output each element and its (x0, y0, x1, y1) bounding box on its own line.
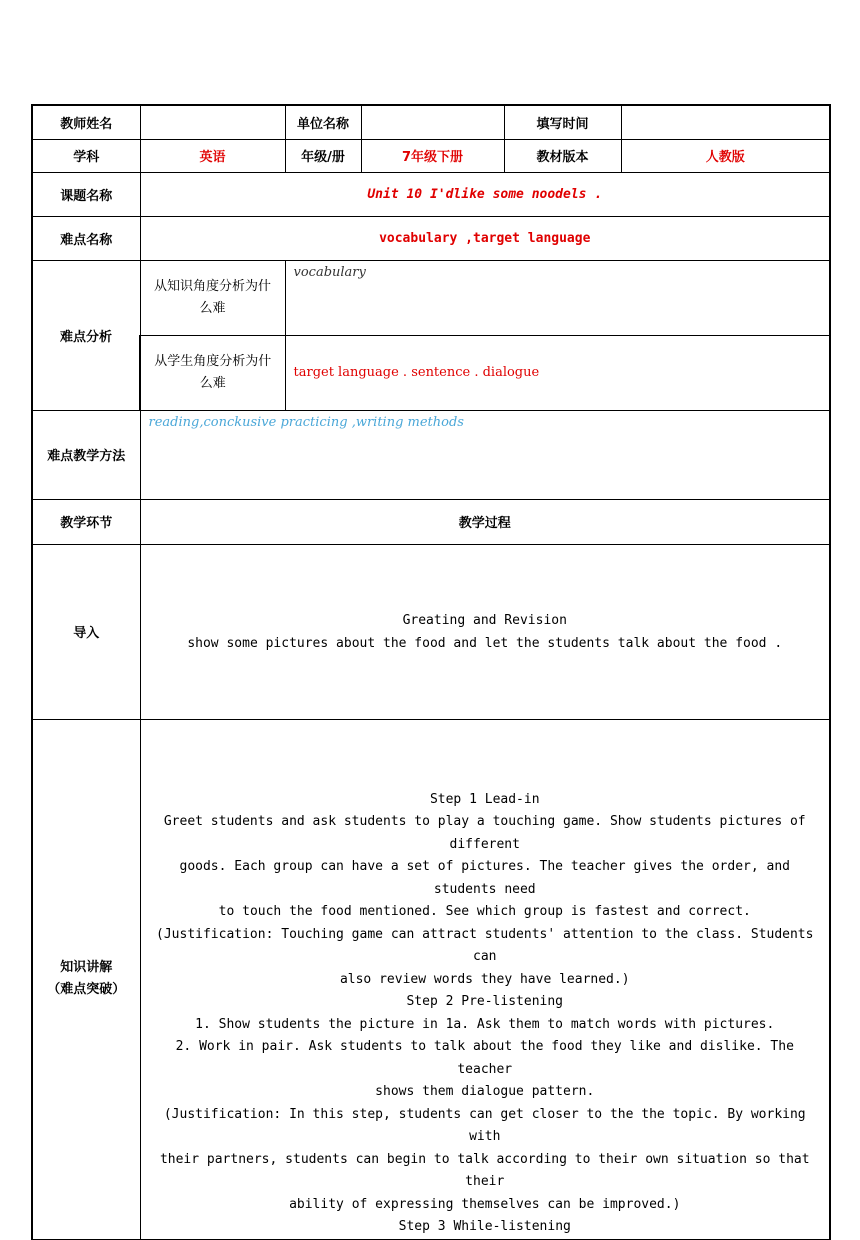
knowledge-angle-value[interactable]: vocabulary (285, 260, 830, 335)
analysis-row-knowledge (32, 260, 830, 335)
lecture-label-line2: （难点突破） (47, 982, 126, 997)
intro-row (32, 544, 830, 719)
subject-label: 学科 (32, 139, 140, 172)
lecture-line: 1. Show students the picture in 1a. Ask them to match words with pictures. (195, 1016, 775, 1032)
intro-title: Greating and Revision (402, 612, 567, 628)
topic-row (32, 172, 830, 216)
intro-text: show some pictures about the food and let the students talk about the food . (187, 635, 783, 651)
lecture-line: goods. Each group can have a set of pictures. The teacher gives the order, and students need (179, 859, 790, 897)
info-row-1 (32, 105, 830, 139)
grade-label: 年级/册 (285, 139, 361, 172)
teacher-name-value[interactable] (140, 105, 285, 139)
method-label: 难点教学方法 (32, 410, 140, 499)
process-header-label: 教学过程 (140, 499, 830, 544)
difficulty-label: 难点名称 (32, 216, 140, 260)
lecture-line: Step 1 Lead-in (429, 791, 540, 807)
process-header-row (32, 499, 830, 544)
lecture-line: their partners, students can begin to talk according to their own situation so that their (159, 1151, 810, 1189)
lecture-content[interactable] (140, 719, 830, 1239)
intro-label: 导入 (32, 544, 140, 719)
edition-value[interactable]: 人教版 (621, 139, 830, 172)
unit-name-value[interactable] (361, 105, 504, 139)
lecture-line: also review words they have learned.) (339, 971, 630, 987)
difficulty-row (32, 216, 830, 260)
topic-label: 课题名称 (32, 172, 140, 216)
lecture-line: Step 2 Pre-listening (406, 994, 564, 1009)
grade-value[interactable]: 7年级下册 (361, 139, 504, 172)
info-row-2 (32, 139, 830, 172)
unit-name-label: 单位名称 (285, 105, 361, 139)
lecture-line: ability of expressing themselves can be improved.) (289, 1196, 681, 1212)
student-angle-label: 从学生角度分析为什么难 (140, 335, 285, 410)
lecture-line: 2. Work in pair. Ask students to talk about the food they like and dislike. The teacher (175, 1039, 794, 1077)
fill-date-label: 填写时间 (504, 105, 621, 139)
student-angle-value[interactable]: target language . sentence . dialogue (285, 335, 830, 410)
lecture-line: (Justification: In this step, students can get closer to the the topic. By working with (163, 1106, 806, 1144)
difficulty-value[interactable]: vocabulary ,target language (140, 216, 830, 260)
lesson-plan-table (31, 104, 831, 1240)
fill-date-value[interactable] (621, 105, 830, 139)
lecture-label-line1: 知识讲解 (60, 960, 113, 975)
method-value[interactable]: reading,conckusive practicing ,writing methods (140, 410, 830, 499)
lecture-line: to touch the food mentioned. See which group is fastest and correct. (218, 904, 751, 919)
method-row (32, 410, 830, 499)
subject-value[interactable]: 英语 (140, 139, 285, 172)
lecture-label (32, 719, 140, 1239)
lecture-line: shows them dialogue pattern. (375, 1084, 595, 1099)
teacher-name-label: 教师姓名 (32, 105, 140, 139)
edition-label: 教材版本 (504, 139, 621, 172)
lecture-line: Greet students and ask students to play a touching game. Show students pictures of different (163, 814, 806, 852)
analysis-label: 难点分析 (32, 260, 140, 410)
intro-content[interactable] (140, 544, 830, 719)
stage-header-label: 教学环节 (32, 499, 140, 544)
analysis-row-student (32, 335, 830, 410)
lecture-row (32, 719, 830, 1239)
knowledge-angle-label: 从知识角度分析为什么难 (140, 260, 285, 335)
lecture-line: Step 3 While-listening (398, 1219, 571, 1234)
lecture-line: (Justification: Touching game can attract students' attention to the class. Students can (156, 926, 814, 964)
topic-value[interactable]: Unit 10 I'dlike some noodels . (140, 172, 830, 216)
